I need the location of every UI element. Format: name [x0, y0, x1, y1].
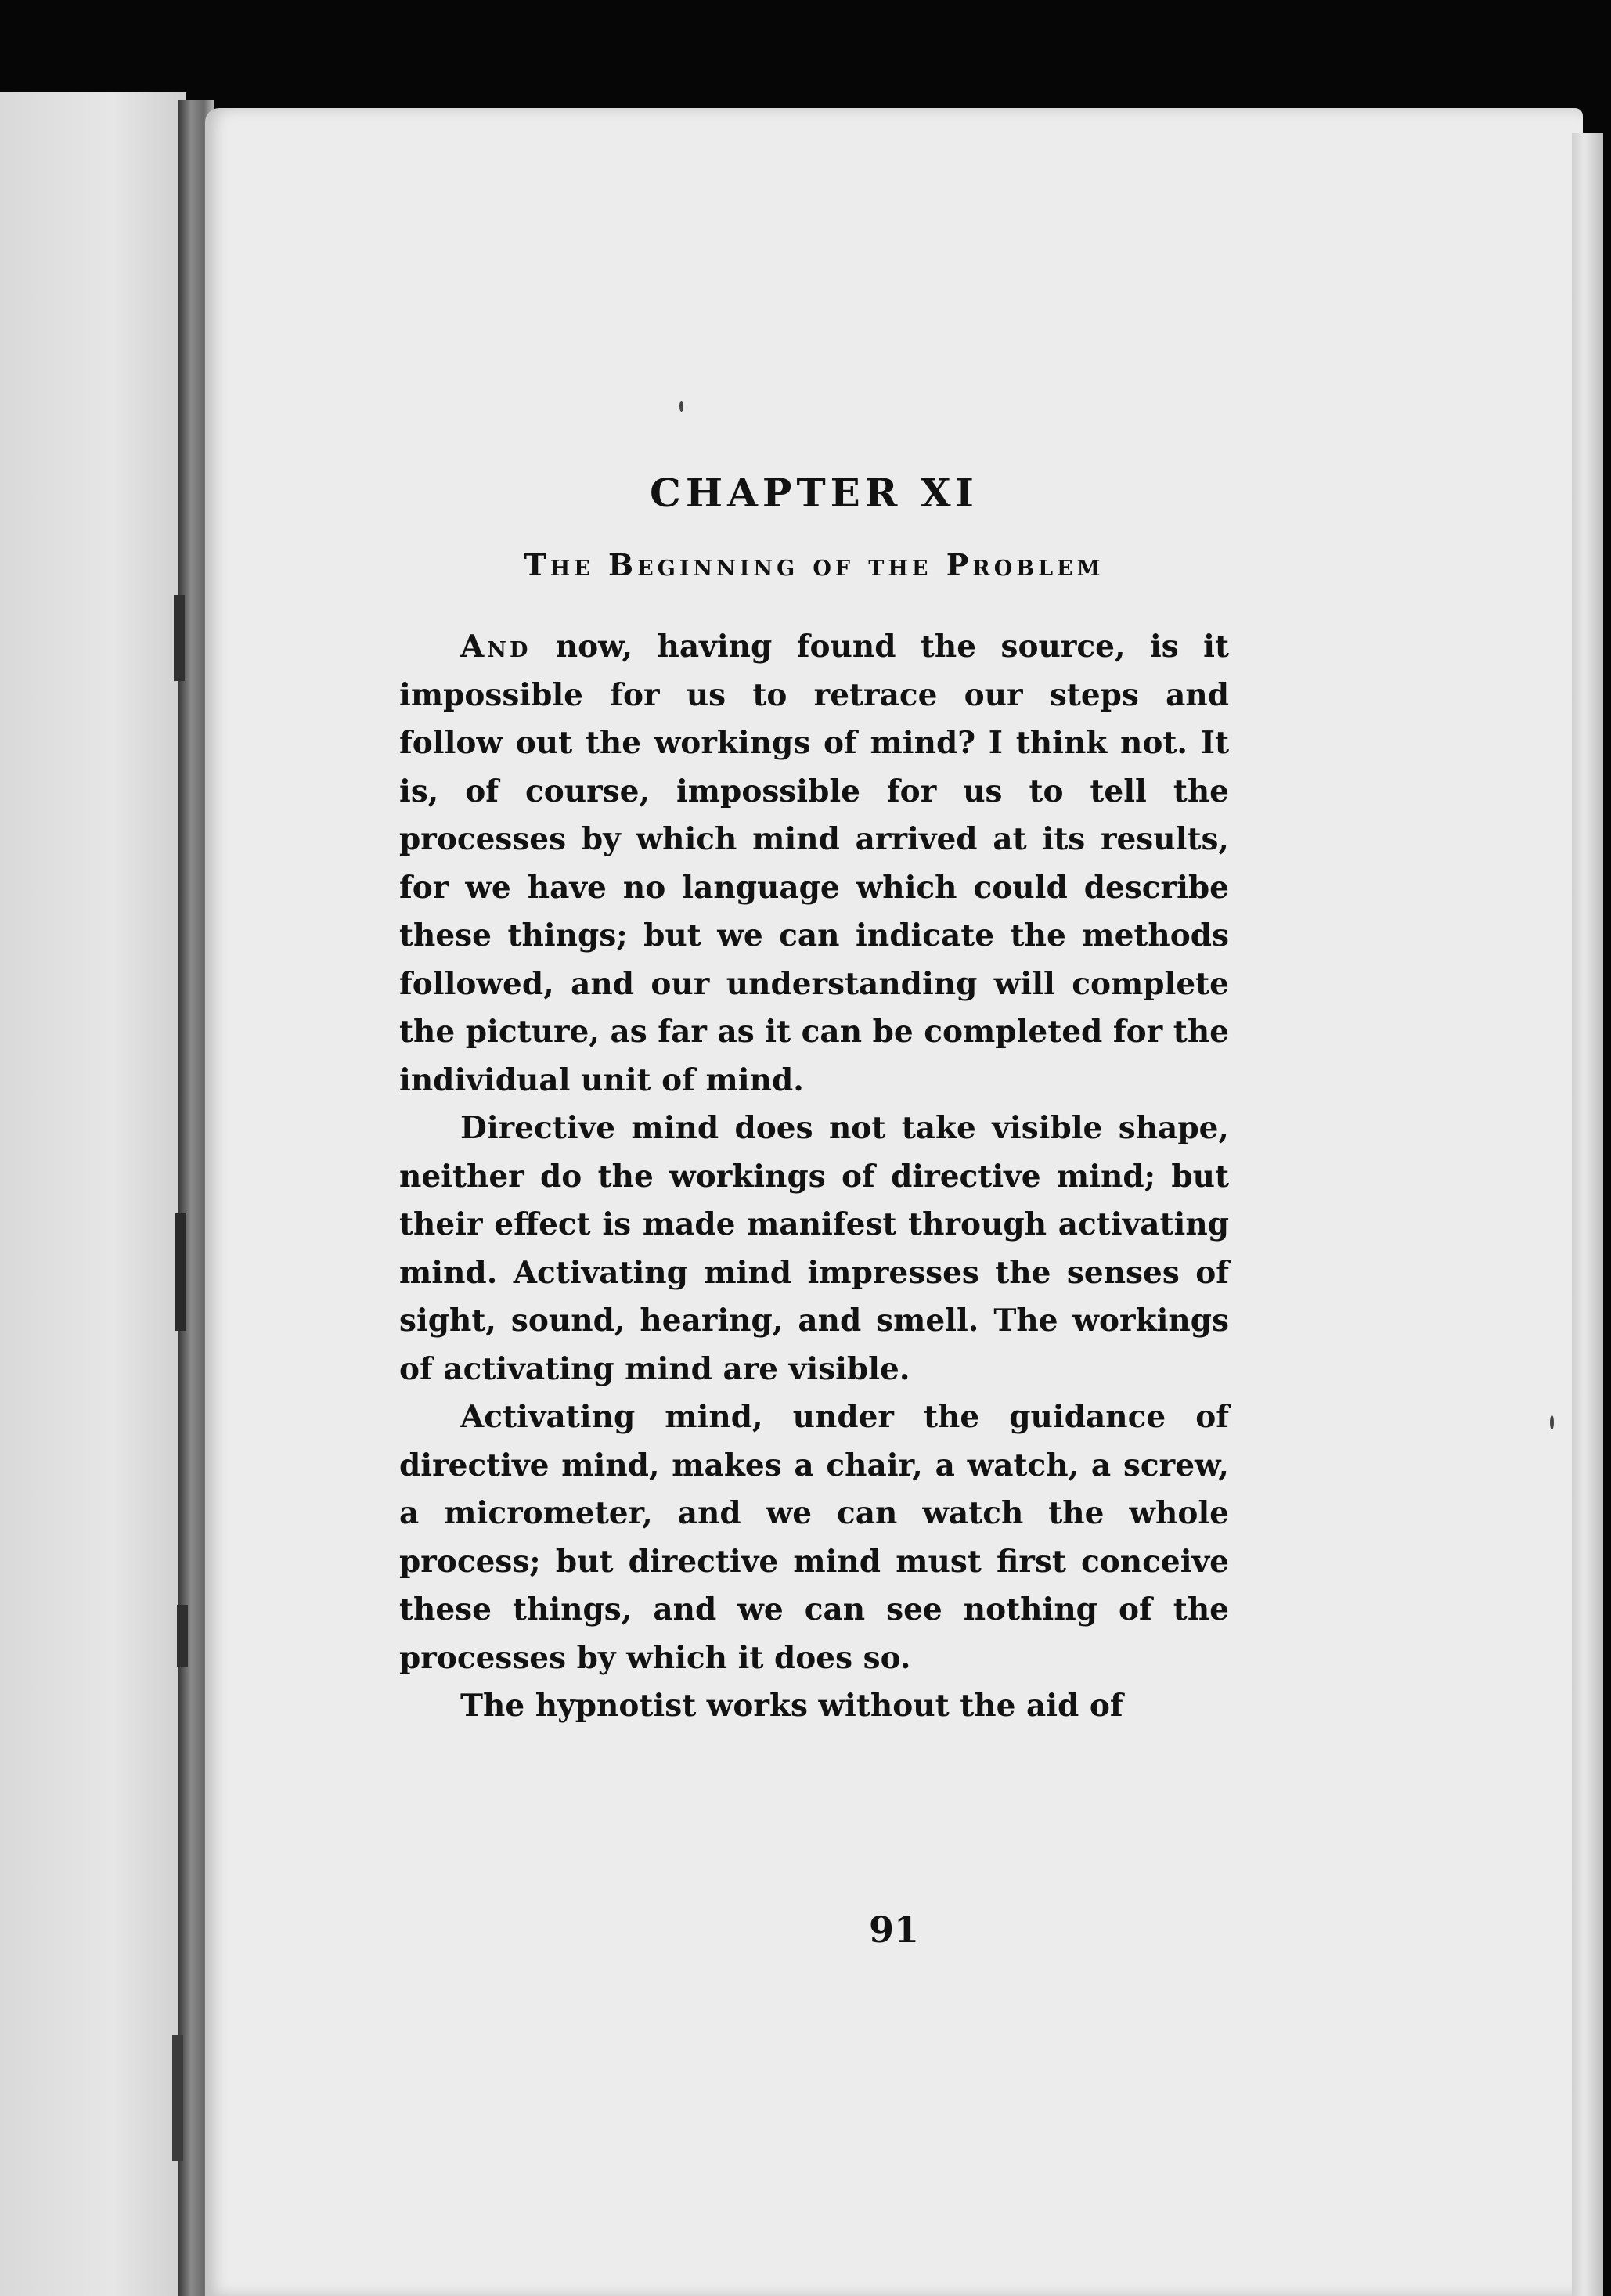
print-speck — [679, 401, 683, 412]
gutter-shadow-mark — [177, 1605, 188, 1667]
body-paragraph — [399, 1393, 1229, 1682]
chapter-heading: CHAPTER XI — [650, 470, 978, 516]
print-speck — [1550, 1415, 1554, 1429]
paragraph-text: Directive mind does not take visible shape, neither do the workings of directive mind; but their effect is made manifest through activating mind. Activating mind impresses the senses of sight, sound, hearing, and smell. The workings of activating mind are visible. — [399, 1110, 1229, 1387]
gutter-shadow-mark — [175, 1213, 186, 1331]
right-page-edge — [1572, 133, 1603, 2296]
gutter-shadow-mark — [172, 2035, 183, 2161]
paragraph-lead-word: And — [460, 629, 532, 665]
gutter-shadow-mark — [174, 595, 185, 681]
body-paragraph — [399, 623, 1229, 1105]
page-number: 91 — [868, 1909, 919, 1951]
body-paragraph — [399, 1682, 1229, 1731]
left-page-edge — [0, 92, 186, 2296]
paragraph-text: The hypnotist works without the aid of — [460, 1688, 1123, 1724]
body-paragraph — [399, 1105, 1229, 1393]
paragraph-text: Activating mind, under the guidance of directive mind, makes a chair, a watch, a screw, a micrometer, and we can watch the whole process; but directive mind must first conceive these things, and we can see nothing of the processes by which it does so. — [399, 1399, 1229, 1676]
page-text-block — [399, 470, 1229, 1731]
chapter-subtitle: The Beginning of the Problem — [524, 547, 1105, 582]
paragraph-text: now, having found the source, is it impossible for us to retrace our steps and follow out the workings of mind? I think not. It is, of course, impossible for us to tell the processes by which mind arrived at its results, for we have no language which could describe these things; but we can indicate the methods followed, and our understanding will complete the picture, as far as it can be completed for the individual unit of mind. — [399, 629, 1229, 1098]
book-page — [205, 108, 1583, 2296]
